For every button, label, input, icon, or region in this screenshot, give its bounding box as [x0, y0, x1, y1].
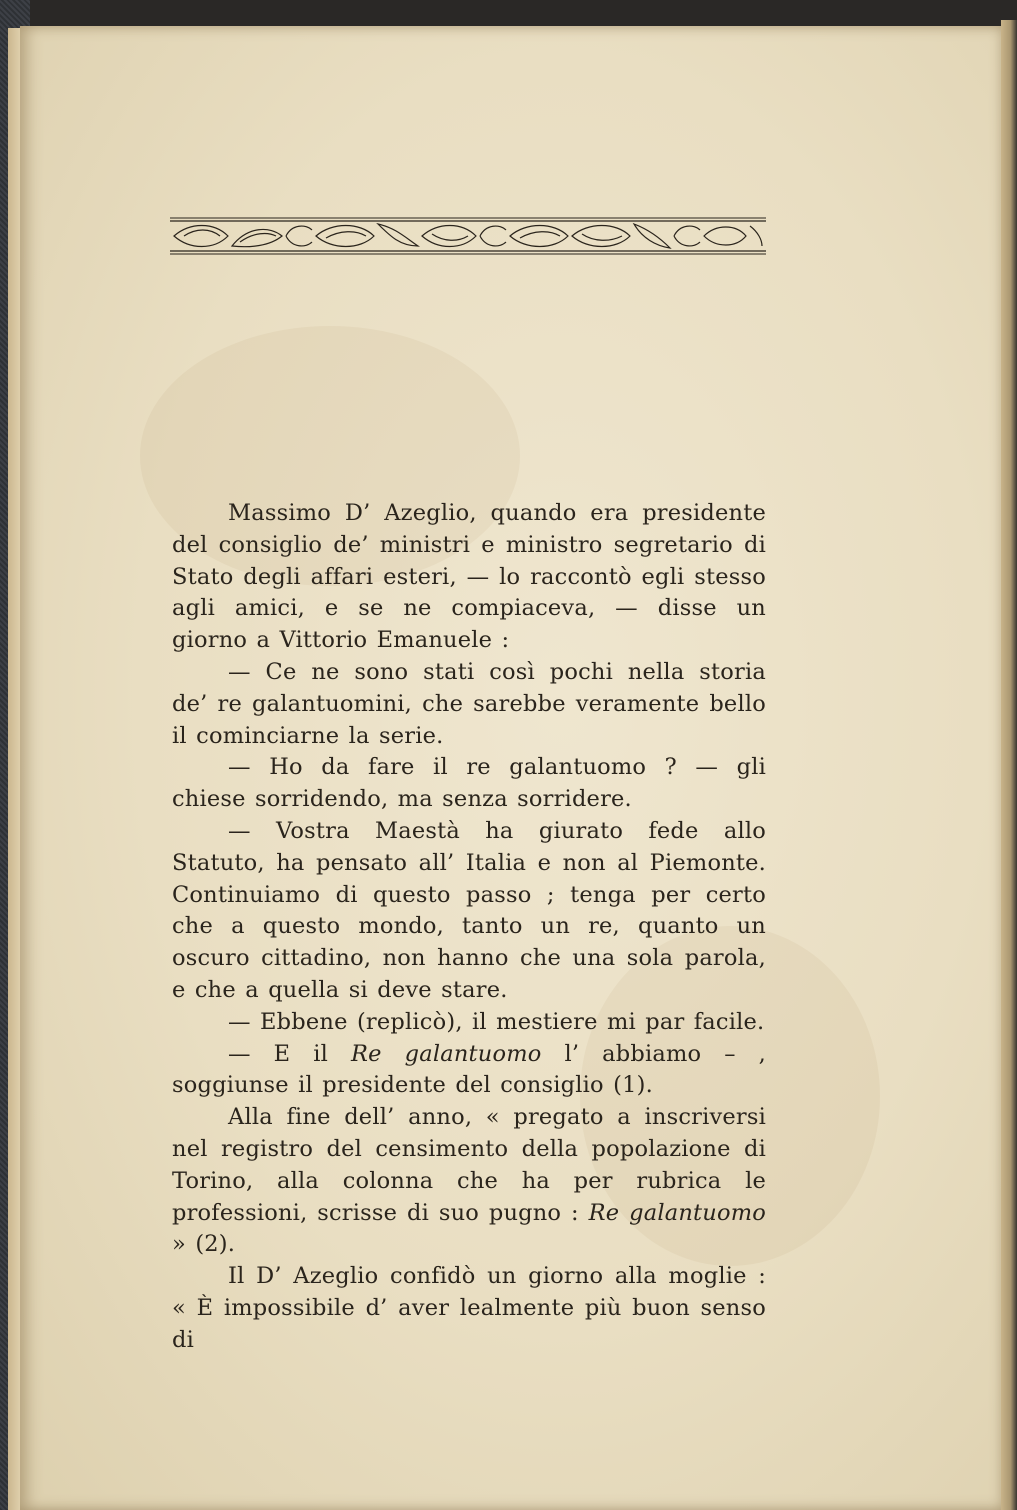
text-run: » (2). [172, 1231, 236, 1258]
decorative-headpiece [170, 216, 766, 256]
text-run: l’ abbiamo – , soggiunse il presidente del consiglio (1). [172, 1040, 766, 1099]
italic-title: Re galantuomo [588, 1199, 766, 1226]
italic-title: Re galantuomo [351, 1040, 542, 1067]
paragraph: Massimo D’ Azeglio, quando era presidente del consiglio de’ ministri e ministro segretario di Stato degli affari esteri, — lo raccontò egli stesso agli amici, e se ne compiaceva, — disse un giorno a Vittorio Emanuele : [172, 500, 766, 654]
paragraph: — Ce ne sono stati così pochi nella storia de’ re galantuomini, che sarebbe veramente bello il cominciarne la serie. [172, 658, 766, 749]
paragraph: Il D’ Azeglio confidò un giorno alla moglie : « È impossibile d’ aver lealmente più buon senso di [172, 1263, 766, 1353]
text-run: — E il [228, 1040, 351, 1067]
body-text [172, 498, 766, 1357]
vine-ornament-icon [170, 216, 766, 256]
text-run: Alla fine dell’ anno, « pregato a inscriversi nel registro del censimento della popolazione di Torino, alla colonna che ha per rubrica le professioni, scrisse di suo pugno : [172, 1104, 766, 1226]
paragraph: — Ebbene (replicò), il mestiere mi par facile. [228, 1008, 765, 1035]
paragraph [172, 1039, 766, 1103]
page-edge [1001, 20, 1017, 1510]
paragraph [172, 1102, 766, 1261]
paragraph: — Vostra Maestà ha giurato fede allo Statuto, ha pensato all’ Italia e non al Piemonte. Continuiamo di questo passo ; tenga per certo che a questo mondo, tanto un re, quanto un oscuro cittadino, non hanno che una sola parola, e che a quella si deve stare. [172, 817, 766, 1003]
paragraph: — Ho da fare il re galantuomo ? — gli chiese sorridendo, ma senza sorridere. [172, 754, 766, 813]
